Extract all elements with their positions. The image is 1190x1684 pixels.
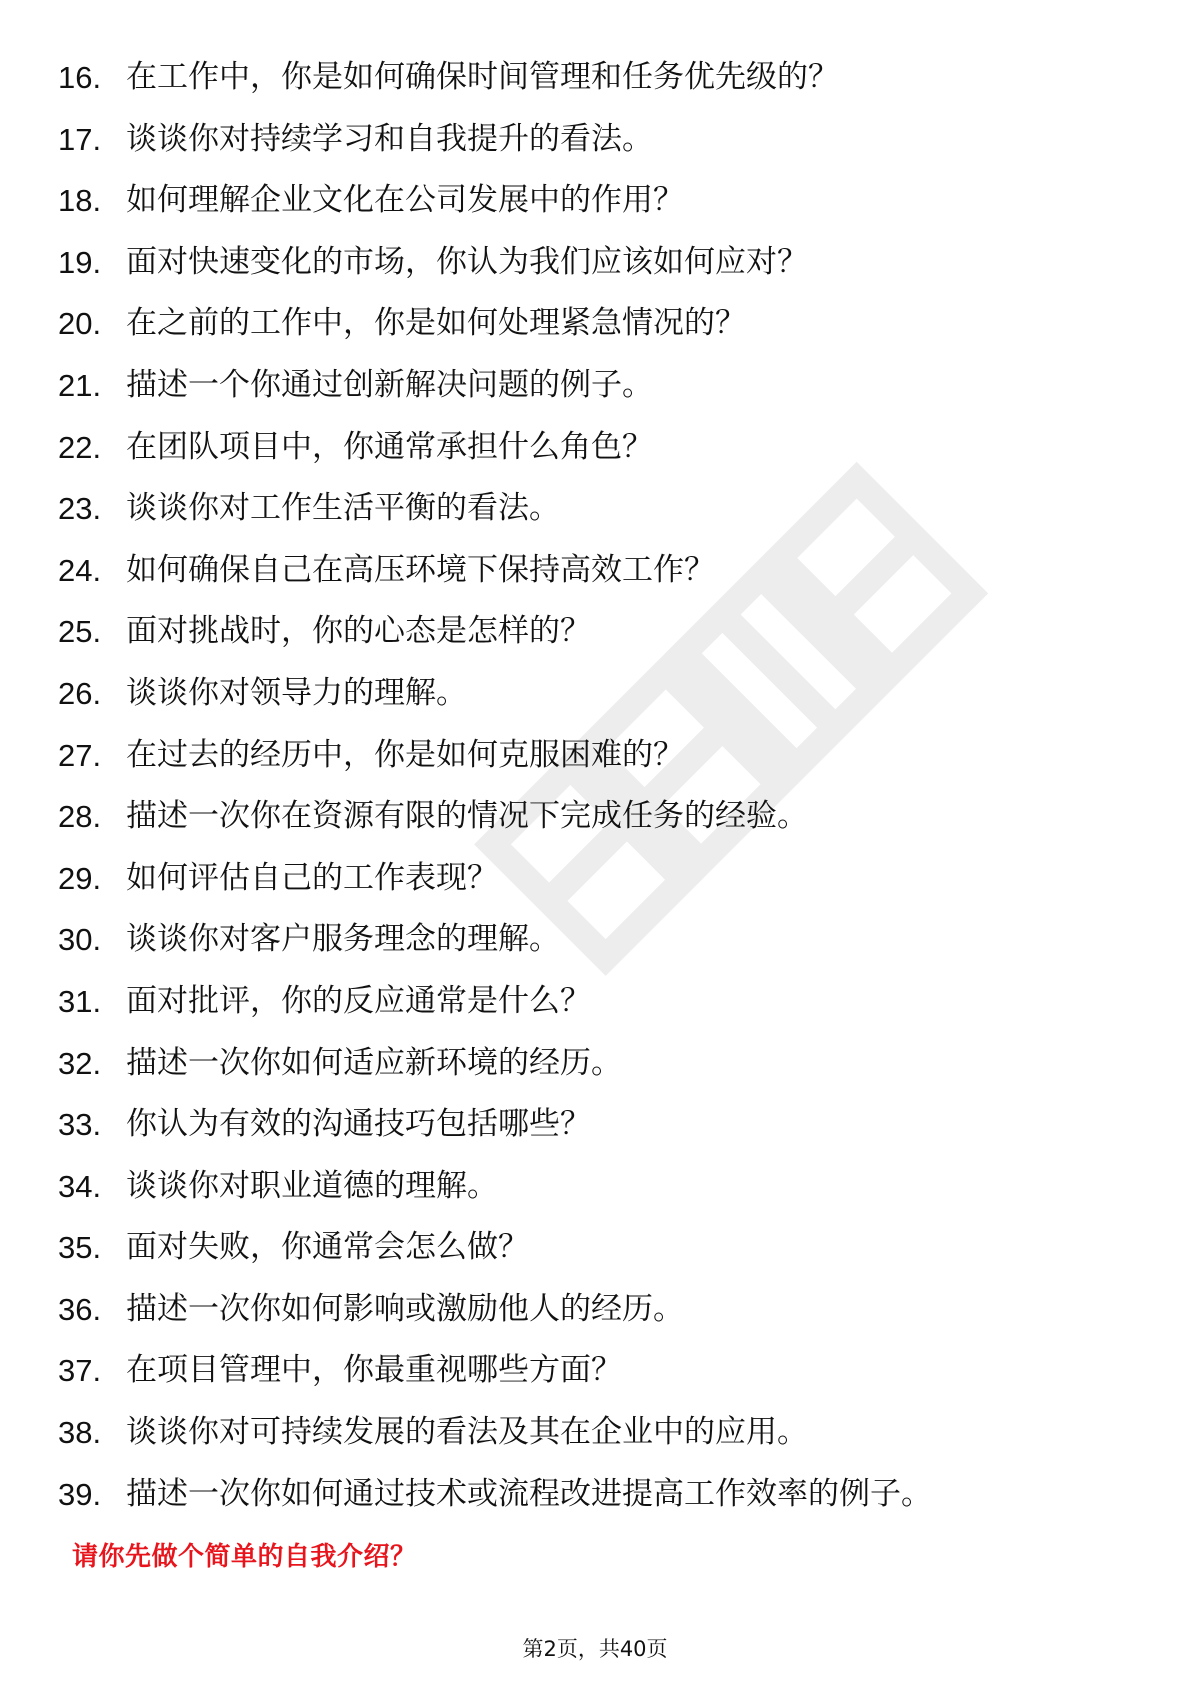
question-number: 16. <box>58 60 102 95</box>
question-item <box>58 725 932 787</box>
question-number: 27. <box>58 737 102 773</box>
question-item <box>58 1402 932 1464</box>
question-number: 36. <box>58 1291 102 1327</box>
question-number: 17. <box>58 121 102 157</box>
question-number: 35. <box>58 1230 102 1266</box>
question-text: 在之前的工作中，你是如何处理紧急情况的？ <box>126 305 746 342</box>
question-text: 在项目管理中，你最重视哪些方面？ <box>126 1352 622 1389</box>
question-number: 23. <box>58 491 102 527</box>
page-number: 第2页，共40页 <box>522 1637 668 1661</box>
question-number: 38. <box>58 1415 102 1451</box>
question-text: 描述一次你如何通过技术或流程改进提高工作效率的例子。 <box>126 1475 932 1512</box>
question-number: 37. <box>58 1353 102 1389</box>
question-item <box>58 601 932 663</box>
question-number: 31. <box>58 983 102 1019</box>
question-text: 谈谈你对持续学习和自我提升的看法。 <box>126 120 653 157</box>
question-number: 28. <box>58 799 102 835</box>
question-number: 22. <box>58 429 102 465</box>
question-number: 29. <box>58 860 102 896</box>
question-item <box>58 909 932 971</box>
question-text: 谈谈你对工作生活平衡的看法。 <box>126 490 560 527</box>
question-item <box>58 417 932 479</box>
question-item <box>58 47 932 109</box>
question-number: 30. <box>58 922 102 958</box>
highlight-question: 请你先做个简单的自我介绍？ <box>72 1542 417 1572</box>
question-item <box>58 971 932 1033</box>
question-text: 描述一次你如何适应新环境的经历。 <box>126 1044 622 1081</box>
question-item <box>58 786 932 848</box>
question-item <box>58 1217 932 1279</box>
question-text: 描述一次你如何影响或激励他人的经历。 <box>126 1290 684 1327</box>
question-item <box>58 1033 932 1095</box>
question-text: 如何评估自己的工作表现？ <box>126 859 498 896</box>
question-text: 面对快速变化的市场，你认为我们应该如何应对？ <box>126 243 808 280</box>
question-item <box>58 1156 932 1218</box>
question-list <box>58 47 932 1525</box>
question-item <box>58 293 932 355</box>
question-item <box>58 1279 932 1341</box>
question-item <box>58 663 932 725</box>
question-item <box>58 1340 932 1402</box>
question-text: 谈谈你对职业道德的理解。 <box>126 1167 498 1204</box>
question-number: 32. <box>58 1045 102 1081</box>
question-item <box>58 1094 932 1156</box>
question-number: 18. <box>58 183 102 219</box>
question-number: 25. <box>58 614 102 650</box>
question-item <box>58 109 932 171</box>
question-item <box>58 540 932 602</box>
question-text: 在工作中，你是如何确保时间管理和任务优先级的？ <box>126 59 839 95</box>
question-number: 19. <box>58 244 102 280</box>
question-item <box>58 1464 932 1526</box>
question-number: 39. <box>58 1476 102 1512</box>
question-item <box>58 170 932 232</box>
question-text: 在过去的经历中，你是如何克服困难的？ <box>126 736 684 773</box>
question-number: 24. <box>58 552 102 588</box>
question-number: 33. <box>58 1107 102 1143</box>
question-text: 谈谈你对可持续发展的看法及其在企业中的应用。 <box>126 1414 808 1451</box>
question-item <box>58 848 932 910</box>
question-text: 你认为有效的沟通技巧包括哪些？ <box>126 1106 591 1143</box>
question-text: 面对批评，你的反应通常是什么？ <box>126 982 591 1019</box>
question-text: 面对挑战时，你的心态是怎样的？ <box>126 613 591 650</box>
question-number: 21. <box>58 367 102 403</box>
question-item <box>58 355 932 417</box>
question-text: 如何理解企业文化在公司发展中的作用？ <box>126 182 684 219</box>
question-text: 描述一次你在资源有限的情况下完成任务的经验。 <box>126 798 808 835</box>
question-item <box>58 478 932 540</box>
question-number: 20. <box>58 306 102 342</box>
question-text: 如何确保自己在高压环境下保持高效工作？ <box>126 551 715 588</box>
question-text: 面对失败，你通常会怎么做？ <box>126 1229 529 1266</box>
question-text: 谈谈你对领导力的理解。 <box>126 674 467 711</box>
question-text: 谈谈你对客户服务理念的理解。 <box>126 921 560 958</box>
question-number: 26. <box>58 675 102 711</box>
question-text: 描述一个你通过创新解决问题的例子。 <box>126 366 653 403</box>
question-item <box>58 232 932 294</box>
question-number: 34. <box>58 1168 102 1204</box>
question-text: 在团队项目中，你通常承担什么角色？ <box>126 428 653 465</box>
